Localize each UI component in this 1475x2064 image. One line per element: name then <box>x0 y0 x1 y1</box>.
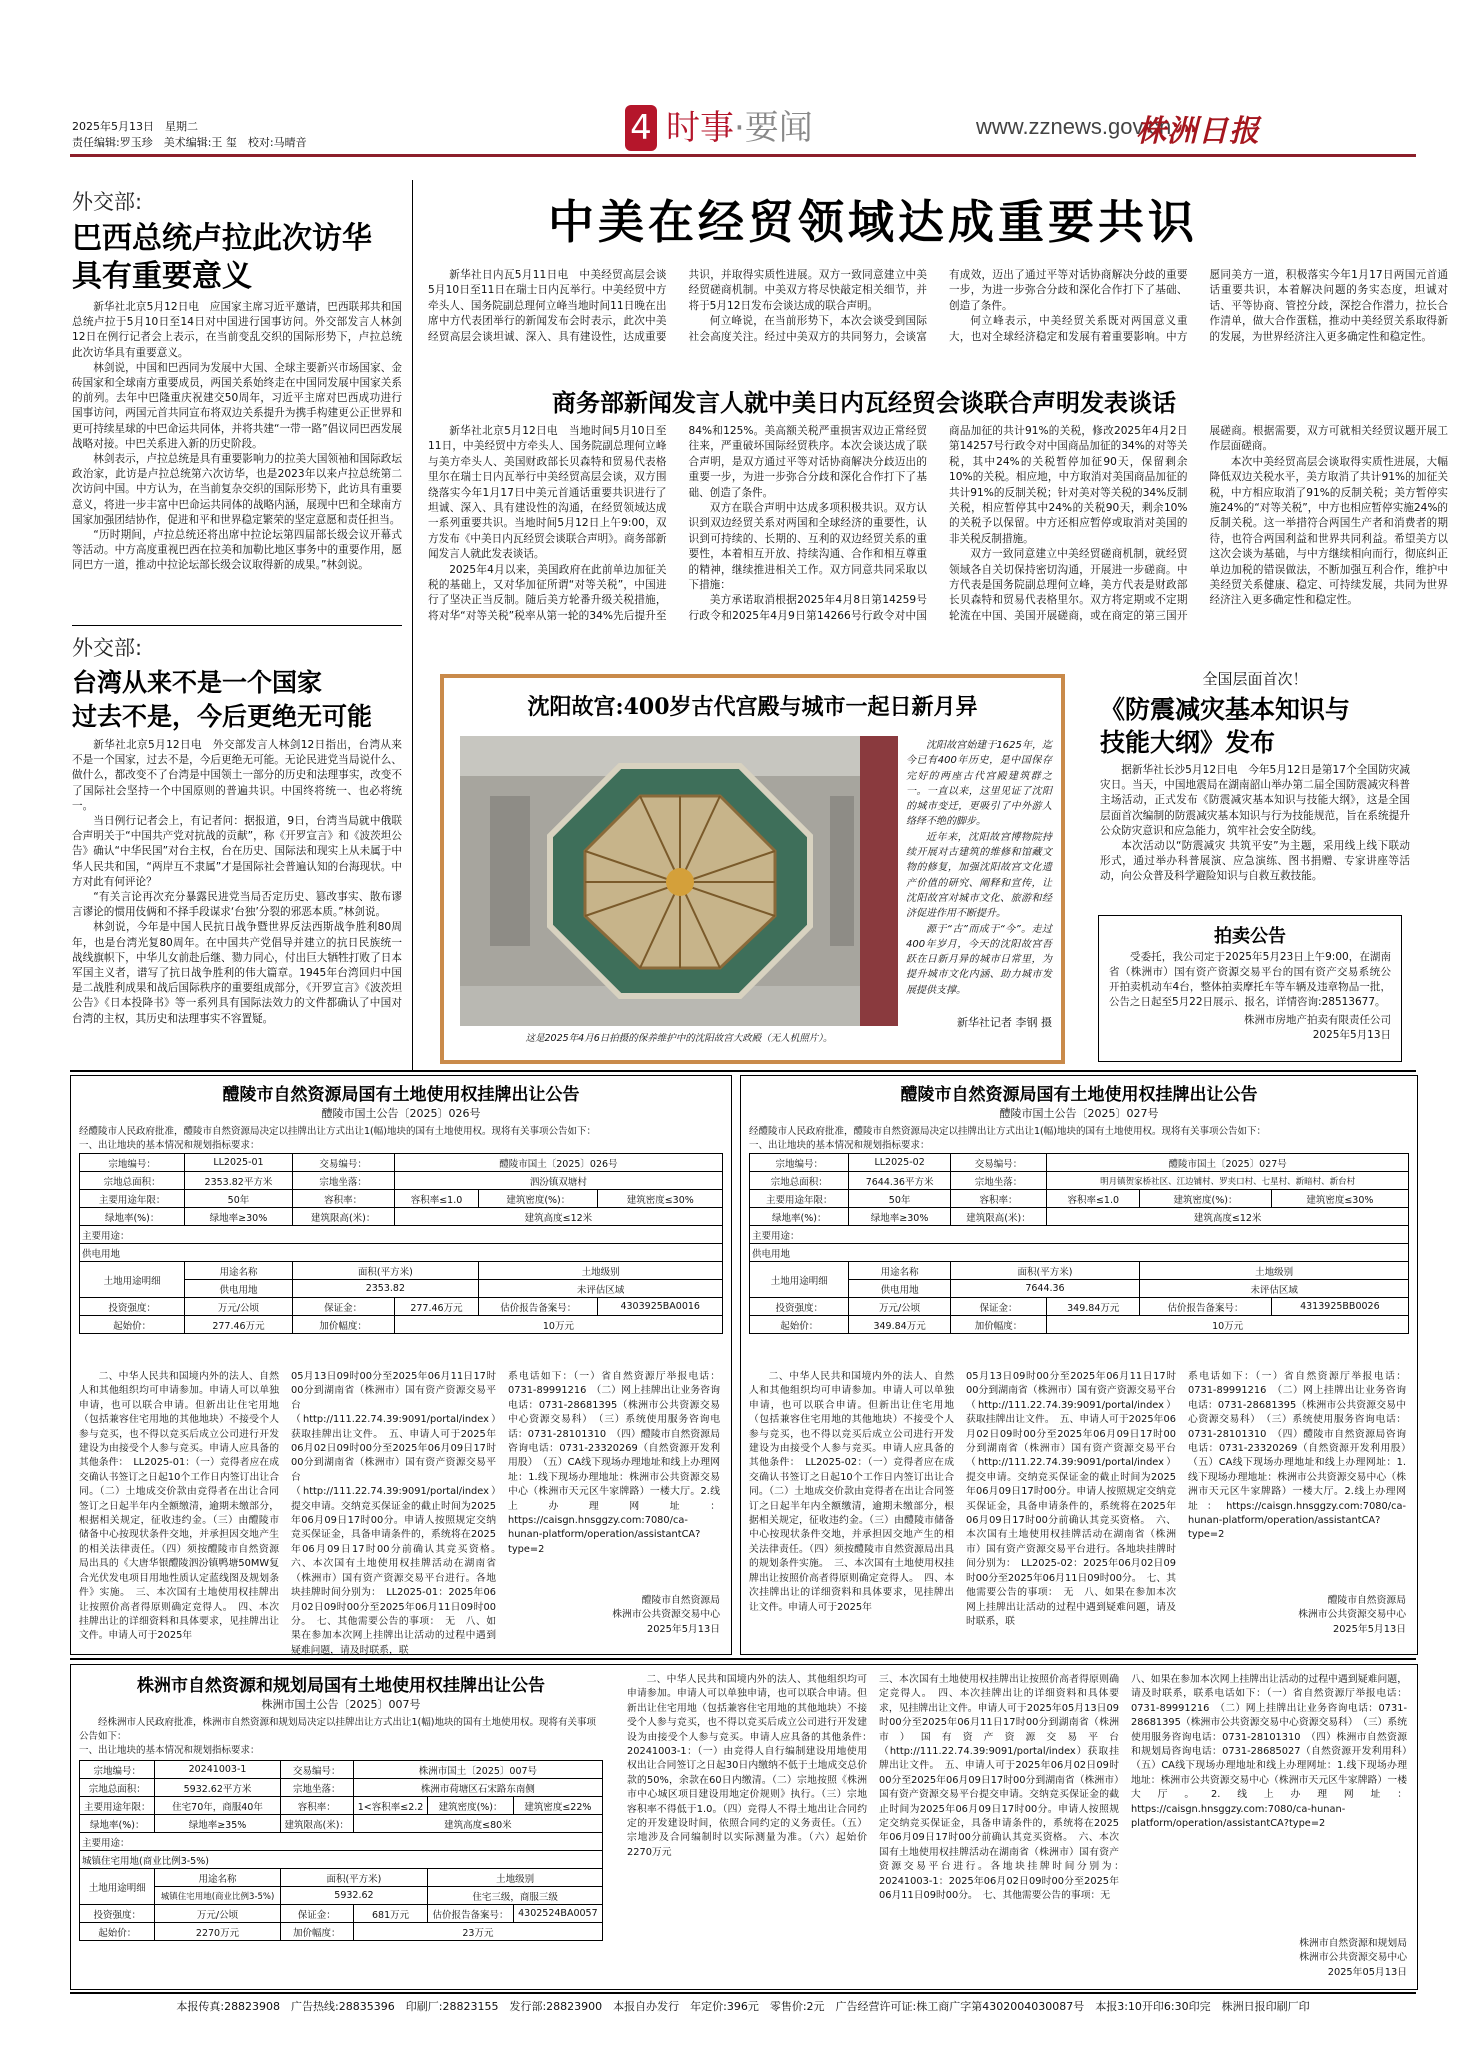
cell-value: 7644.36平方米 <box>849 1172 950 1190</box>
paragraph: 何立峰说，在当前形势下，本次会谈受到国际社会高度关注。经过中美双方的共同努力，会谈富有成效，迈出了通过平等对话协商解决分歧的重要一步，为进一步弥合分歧和深化合作打下了基础、创造了条件。 <box>688 269 1188 343</box>
footer-info: 本报传真:28823908 广告热线:28835396 印刷厂:28823155 发行部:28823900 本报自办发行 年定价:396元 零售价:2元 广告经营许可证:株工商广字第4302004030087号 本报3:10开印6:30印完 株洲日报印刷厂印 <box>176 2000 1310 2013</box>
paragraph: 沈阳故宫始建于1625年，迄今已有400年历史，是中国保存完好的两座古代宫殿建筑群之一。一直以来，这里见证了沈阳的城市变迁，更吸引了中外游人络绎不绝的脚步。 <box>906 740 1052 828</box>
cell-value: 住宅三级，商服三级 <box>428 1887 603 1905</box>
notice-intro: 经醴陵市人民政府批准，醴陵市自然资源局决定以挂牌出让方式出让1(幅)地块的国有土地使用权。现将有关事项公告如下： <box>79 1126 596 1137</box>
notice-doc-no: 株洲市国土公告〔2025〕007号 <box>261 1698 421 1711</box>
paragraph: “有关言论再次充分暴露民进党当局否定历史、篡改事实、散布谬言谬论的惯用伎俩和不择手段谋求‘台独’分裂的邪恶本质。”林剑说。 <box>72 891 402 919</box>
cell-label: 主要用途： <box>80 1833 603 1851</box>
lead-headline: 中美在经贸领域达成重要共识 <box>548 195 1198 249</box>
cell-value: 未评估区域 <box>1140 1280 1409 1298</box>
cell-label: 建筑限高(米)： <box>292 1208 394 1226</box>
signer-line: 2025年5月13日 <box>646 1623 720 1635</box>
signer-line: 株洲市公共资源交易中心 <box>612 1609 720 1621</box>
paragraph: 双方在联合声明中达成多项积极共识。双方认识到双边经贸关系对两国和全球经济的重要性，认识到可持续的、长期的、互利的双边经贸关系的重要性，本着相互开放、持续沟通、合作和相互尊重的精神，继续推进相关工作。双方同意共同采取以下措施： <box>688 502 927 592</box>
cell-value: 住宅70年，商服40年 <box>155 1797 280 1815</box>
cell-label: 估价报告备案号： <box>1140 1298 1272 1316</box>
paragraph: 据新华社长沙5月12日电 今年5月12日是第17个全国防灾减灾日。当天，中国地震局在湖南韶山举办第二届全国防震减灾科普主场活动，正式发布《防震减灾基本知识与技能大纲》，这是全国层面首次编制的防震减灾基本知识与行为技能规范，旨在系统提升公众防灾意识和应急能力，筑牢社会安全防线。 <box>1100 764 1410 837</box>
cell-value: 50年 <box>185 1190 292 1208</box>
notice-signer: 株洲市房地产拍卖有限责任公司 <box>1244 1014 1391 1026</box>
land-table <box>79 1760 603 1941</box>
cell-label: 起始价： <box>80 1316 185 1334</box>
page-number: 4 <box>630 108 652 148</box>
cell-label: 起始价： <box>750 1316 849 1334</box>
masthead <box>0 0 1475 160</box>
cell-value: 681万元 <box>353 1905 427 1923</box>
cell-value: 277.46万元 <box>394 1298 478 1316</box>
cell-label: 宗地坐落： <box>950 1172 1047 1190</box>
cell-label: 估价报告备案号： <box>479 1298 598 1316</box>
cell-value: 4302524BA0057 <box>513 1905 602 1923</box>
issue-date: 2025年5月13日 星期二 <box>72 120 198 133</box>
earthquake-article <box>1100 668 1410 918</box>
cell-value: 绿地率≥35% <box>155 1815 280 1833</box>
cell-value: 4313925BB0026 <box>1271 1298 1408 1316</box>
cell-value: 349.84万元 <box>1047 1298 1140 1316</box>
notice-body-col1: 二、中华人民共和国境内外的法人、其他组织均可申请参加。申请人可以单独申请，也可以联合申请。但新出让住宅用地（包括兼容住宅用地的其他地块）不接受个人参与竞买，也不得以竞买后成立公司进行开发建设为由接受个人参与竞买。申请人应具备的其他条件： 20241003-1：（一）由竞得人自行编制建设用地使用权出让合同签订之日起30日内缴纳不低于土地成交总价款的50%，余款在60日内缴清。（二）宗地按照《株洲市中心城区项目建设用地定价规则》执行。（三）宗地容积率不得低于1.0。（四）竞得人不得土地出让合同约定的开发建设时间，依照合同约定的义务责任。（五）宗地涉及合同编制时以实际测量为准。（六）起始价2270万元 <box>627 1674 877 1858</box>
cell-label: 估价报告备案号： <box>428 1905 513 1923</box>
cell-label: 保证金： <box>280 1905 353 1923</box>
land-table <box>79 1153 723 1334</box>
notice-doc-no: 醴陵市国土公告〔2025〕026号 <box>321 1107 481 1120</box>
cell-label: 宗地总面积： <box>80 1779 155 1797</box>
notice-left-part <box>71 1665 611 1989</box>
cell-label: 加价幅度： <box>280 1923 353 1941</box>
page-number-badge <box>625 105 657 151</box>
mofcom-article-body <box>428 424 1448 644</box>
column-divider <box>412 180 413 1070</box>
cell-label: 交易编号： <box>280 1761 353 1779</box>
paragraph: 当日例行记者会上，有记者问：据报道，9日，台湾当局就中俄联合声明关于“中国共产党对抗战的贡献”，称《开罗宣言》和《波茨坦公告》确认“中华民国”对台主权，台在历史、国际法和现实上从未属于中华人民共和国，“两岸互不隶属”才是国际社会普遍认知的台海现状。中方对此有何评论？ <box>72 815 402 888</box>
cell-label: 容积率： <box>292 1190 394 1208</box>
paragraph: 林剑说，中国和巴西同为发展中大国、全球主要新兴市场国家、金砖国家和全球南方重要成员，两国关系始终走在中国同发展中国家关系的前列。去年中巴隆重庆祝建交50周年，习近平主席对巴西成功进行国事访问，两国元首共同宣布将双边关系提升为携手构建更公正世界和更可持续星球的中巴命运共同体，并将共建“一带一路”倡议同巴西发展战略对接。中巴关系进入新的历史阶段。 <box>72 361 402 450</box>
paragraph: 源于“古”而成于“今”。走过400年岁月，今天的沈阳故宫吾跃在日新月异的城市日常里，为提升城市文化内涵、助力城市发展提供支撑。 <box>906 923 1052 996</box>
cell-label: 土地用途明细 <box>750 1262 849 1298</box>
signer-line: 株洲市公共资源交易中心 <box>1299 1952 1407 1964</box>
title-line: 《防震减灾基本知识与 <box>1100 695 1351 724</box>
signer-line: 株洲市公共资源交易中心 <box>1298 1609 1406 1621</box>
notice-date: 2025年5月13日 <box>1312 1029 1391 1041</box>
cell-label: 主要用途年限： <box>750 1190 849 1208</box>
land-table-wrap <box>79 1760 603 1941</box>
cell-value: 泗汾镇双塘村 <box>394 1172 722 1190</box>
cell-value: LL2025-01 <box>185 1154 292 1172</box>
notice-section: 一、出让地块的基本情况和规划指标要求： <box>79 1140 260 1151</box>
cell-label: 宗地编号： <box>80 1154 185 1172</box>
cell-value: LL2025-02 <box>849 1154 950 1172</box>
cell-value: 建筑密度≤22% <box>513 1797 602 1815</box>
cell-value: 绿地率≥30% <box>849 1208 950 1226</box>
cell-value: 醴陵市国土〔2025〕027号 <box>1047 1154 1409 1172</box>
notice-signers <box>1188 1594 1406 1637</box>
brazil-article <box>72 186 402 626</box>
notices-mid-rule <box>70 1658 1416 1660</box>
paragraph: “历时期间，卢拉总统还将出席中拉论坛第四届部长级会议开幕式等活动。中方高度重视巴西在拉美和加勒比地区事务中的重要作用，愿同巴方一道，推动中拉论坛部长级会议取得新的成果。”林剑说。 <box>72 529 402 572</box>
section-title <box>666 104 813 152</box>
notice-body: 受委托，我公司定于2025年5月23日上午9:00，在湖南省（株洲市）国有资产资源交易平台的国有资产交易系统公开拍卖机动车4台，整体拍卖摩托车等车辆及违章物品一批，公告之日起至5月22日展示、报名，详情咨询:28513677。 <box>1109 951 1391 1008</box>
cell-value: 277.46万元 <box>185 1316 292 1334</box>
paragraph: 近年来，沈阳故宫博物院持续开展对古建筑的维修和馆藏文物的修复，加强沈阳故宫文化遗产价值的研究、阐释和宣传，让沈阳故宫对城市文化、旅游和经济促进作用不断提升。 <box>906 831 1052 920</box>
cell-label: 加价幅度： <box>950 1316 1047 1334</box>
cell-value: 建筑高度≤12米 <box>394 1208 722 1226</box>
cell-label: 宗地坐落： <box>292 1172 394 1190</box>
cell-header: 用途名称 <box>185 1262 292 1280</box>
paragraph: 何立峰表示，中美经贸关系既对两国意义重大，也对全球经济稳定和发展有着重要影响。中方愿同美方一道，积极落实今年1月17日两国元首通话重要共识，本着解决问题的务实态度，坦诚对话、平等协商、管控分歧，深挖合作潜力，拉长合作清单，做大合作蛋糕，推动中美经贸关系取得新的发展，为世界经济注入更多确定性和稳定性。 <box>949 269 1448 343</box>
cell-value: 10万元 <box>394 1316 722 1334</box>
cell-label: 投资强度： <box>80 1905 155 1923</box>
notice-body-col3: 系电话如下：（一）省自然资源厅举报电话：0731-89991216 （二）网上挂牌出让业务咨询电话：0731-28681395（株洲市公共资源交易中心资源交易科） （三）系统使用服务咨询电话：0731-28101310 （四）醴陵市自然资源局咨询电话：0731-23320269（自然资源开发利用股） （五）CA线下现场办理地址和线上办理网址：1.线下现场办理地址：株洲市公共资源交易中心（株洲市天元区牛家牌路）一楼大厅。2.线上办理网址：https://caisgn.hnsggzy.com:7080/ca-hunan-platform/operation/assistantCA?type=2 <box>508 1371 720 1555</box>
cell-value: 未评估区域 <box>479 1280 723 1298</box>
cell-label: 投资强度： <box>750 1298 849 1316</box>
lead-article-body <box>428 268 1448 380</box>
cell-value: 20241003-1 <box>155 1761 280 1779</box>
cell-label: 绿地率(%)： <box>80 1815 155 1833</box>
cell-label: 主要用途： <box>750 1226 1409 1244</box>
article-body <box>1100 763 1410 913</box>
article-title <box>72 666 402 734</box>
cell-value: 万元/公顷 <box>185 1298 292 1316</box>
cell-label: 容积率： <box>280 1797 353 1815</box>
taiwan-article <box>72 632 402 1072</box>
cell-header: 土地级别 <box>428 1869 603 1887</box>
paragraph: 双方一致同意建立中美经贸磋商机制，就经贸领域各自关切保持密切沟通，开展进一步磋商。中方代表是国务院副总理何立峰，美方代表是财政部长贝森特和贸易代表格里尔。双方将定期或不定期轮流在中国、美国开展磋商，或在商定的第三国开展磋商。根据需要，双方可就相关经贸议题开展工作层面磋商。 <box>949 425 1448 622</box>
cell-value: 50年 <box>849 1190 950 1208</box>
mofcom-headline: 商务部新闻发言人就中美日内瓦经贸会谈联合声明发表谈话 <box>552 388 1176 417</box>
land-notice-liling-026 <box>70 1075 732 1655</box>
cell-value: 容积率≤1.0 <box>394 1190 478 1208</box>
paragraph: 新华社日内瓦5月11日电 中美经贸高层会谈5月10日至11日在瑞士日内瓦举行。中美经贸中方牵头人、国务院副总理何立峰当地时间11日晚在出席中方代表团举行的新闻发布会时表示，此次中美经贸高层会谈坦诚、深入、具有建设性，达成重要共识，并取得实质性进展。双方一致同意建立中美经贸磋商机制。中美双方将尽快敲定相关细节，并将于5月12日发布会谈达成的联合声明。 <box>428 269 927 343</box>
notice-body-col3: 八、如果在参加本次网上挂牌出让活动的过程中遇到疑难问题，请及时联系，联系电话如下：（一）省自然资源厅举报电话：0731-89991216 （二）网上挂牌出让业务咨询电话：0731-28681395（株洲市公共资源交易中心资源交易科） （三）系统使用服务咨询电话：0731-28101310 （四）株洲市自然资源和规划局咨询电话：0731-28685027（自然资源开发利用科） （五）CA线下现场办理地址和线上办理网址：1.线下现场办理地址：株洲市公共资源交易中心（株洲市天元区牛家牌路）一楼大厅。2.线上办理网址：https://caisgn.hnsggzy.com:7080/ca-hunan-platform/operation/assistantCA?type=2 <box>1131 1674 1417 1830</box>
notice-body-col3: 系电话如下：（一）省自然资源厅举报电话：0731-89991216 （二）网上挂牌出让业务咨询电话：0731-28681395（株洲市公共资源交易中心资源交易科） （三）系统使用服务咨询电话：0731-28101310 （四）醴陵市自然资源局咨询电话：0731-23320269（自然资源开发利用股） （五）CA线下现场办理地址和线上办理网址：1.线下现场办理地址：株洲市公共资源交易中心（株洲市天元区牛家牌路）一楼大厅。2.线上办理网址：https://caisgn.hnsggzy.com:7080/ca-hunan-platform/operation/assistantCA?type=2 <box>1188 1371 1416 1541</box>
cell-header: 土地级别 <box>479 1262 723 1280</box>
land-table-wrap <box>79 1153 723 1334</box>
title-line: 台湾从来不是一个国家 <box>72 668 323 697</box>
header-rule <box>70 154 1416 157</box>
cell-label: 建筑限高(米)： <box>280 1815 353 1833</box>
cell-label: 宗地编号： <box>80 1761 155 1779</box>
notice-title: 拍卖公告 <box>1214 926 1286 947</box>
cell-label: 交易编号： <box>950 1154 1047 1172</box>
notice-title: 醴陵市自然资源局国有土地使用权挂牌出让公告 <box>222 1085 580 1105</box>
cell-label: 加价幅度： <box>292 1316 394 1334</box>
notice-intro: 经醴陵市人民政府批准，醴陵市自然资源局决定以挂牌出让方式出让1(幅)地块的国有土地使用权。现将有关事项公告如下： <box>749 1126 1266 1137</box>
cell-value: 城镇住宅用地(商业比例3-5%) <box>155 1887 280 1905</box>
cell-value: 349.84万元 <box>849 1316 950 1334</box>
cell-value: 株洲市国土〔2025〕007号 <box>353 1761 602 1779</box>
signer-line: 2025年5月13日 <box>1332 1623 1406 1635</box>
cell-value: 供电用地 <box>750 1244 1409 1262</box>
cell-value: 1<容积率≤2.2 <box>353 1797 427 1815</box>
cell-label: 宗地坐落： <box>280 1779 353 1797</box>
title-line: 技能大纲》发布 <box>1100 728 1276 757</box>
notices-top-rule <box>70 1070 1416 1072</box>
shenyang-feature-frame <box>440 674 1065 1064</box>
title-line: 过去不是，今后更绝无可能 <box>72 702 373 731</box>
notice-body-col1: 二、中华人民共和国境内外的法人、自然人和其他组织均可申请参加。申请人可以单独申请，也可以联合申请。但新出让住宅用地（包括兼容住宅用地的其他地块）不接受个人参与竞买，也不得以竞买后成立公司进行开发建设为由接受个人参与竞买。申请人应具备的其他条件： LL2025-01：（一）竞得者应在成交确认书签订之日起10个工作日内签订出让合同。（二）土地成交价款由竞得者在出让合同签订之日起半年内全额缴清，逾期未缴部分，根据相关规定，征收违约金。（三）由醴陵市储备中心按现状条件交地，并承担因交地产生的相关法律责任。（四）须按醴陵市自然资源局出具的《大唐华银醴陵泗汾镇鸭塘50MW复合光伏发电项目用地性质认定蓝线图及规划条件》实施。 三、本次国有土地使用权挂牌出让按照价高者得原则确定竞得人。 四、本次挂牌出让的详细资料和具体要求，见挂牌出让文件。申请人可于2025年 <box>79 1371 279 1642</box>
cell-value: 4303925BA0016 <box>598 1298 723 1316</box>
footer-rule <box>70 1992 1416 1994</box>
cell-label: 保证金： <box>292 1298 394 1316</box>
notice-body-col2: 05月13日09时00分至2025年06月11日17时00分到湖南省（株洲市）国有资产资源交易平台（http://111.22.74.39:9091/portal/index）获取挂牌出让文件。 五、申请人可于2025年06月02日09时00分至2025年06月09日17时00分到湖南省（株洲市）国有资产资源交易平台（http://111.22.74.39:9091/portal/index）提交申请。交纳竞买保证金的截止时间为2025年06月09日17时00分。申请人按照规定交纳竞买保证金，具备申请条件的，系统将在2025年06月09日17时00分前确认其竞买资格。 六、本次国有土地使用权挂牌活动在湖南省（株洲市）国有资产资源交易平台进行。各地块挂牌时间分别为： LL2025-01：2025年06月02日09时00分至2025年06月11日09时00分。 七、其他需要公告的事项： 无 八、如果在参加本次网上挂牌出让活动的过程中遇到疑难问题，请及时联系，联 <box>291 1371 506 1656</box>
land-notice-liling-027 <box>740 1075 1418 1655</box>
cell-value: 建筑密度≤30% <box>1271 1190 1408 1208</box>
cell-header: 面积(平方米) <box>292 1262 479 1280</box>
article-body <box>72 300 402 630</box>
cell-label: 绿地率(%)： <box>80 1208 185 1226</box>
cell-label: 保证金： <box>950 1298 1047 1316</box>
cell-value: 建筑高度≤12米 <box>1047 1208 1409 1226</box>
notice-title: 株洲市自然资源和规划局国有土地使用权挂牌出让公告 <box>137 1676 545 1696</box>
cell-value: 明月镇贺家桥社区、江边铺村、罗夹口村、七星村、新暗村、新台村 <box>1047 1172 1409 1190</box>
land-table-wrap <box>749 1153 1409 1334</box>
column-divider <box>72 625 402 626</box>
editor-credits: 责任编辑:罗玉珍 美术编辑:王 玺 校对:马晴音 <box>72 136 307 149</box>
title-line: 具有重要意义 <box>72 259 252 294</box>
land-notice-zhuzhou-007 <box>70 1664 1418 1990</box>
cell-value: 万元/公顷 <box>155 1905 280 1923</box>
palace-photo <box>460 736 898 1026</box>
cell-value: 10万元 <box>1047 1316 1409 1334</box>
cell-value: 5932.62 <box>280 1887 428 1905</box>
notice-section: 一、出让地块的基本情况和规划指标要求： <box>79 1745 260 1756</box>
cell-label: 宗地编号： <box>750 1154 849 1172</box>
land-table <box>749 1153 1409 1334</box>
cell-value: 2353.82平方米 <box>185 1172 292 1190</box>
title-line: 巴西总统卢拉此次访华 <box>72 221 372 256</box>
cell-label: 土地用途明细 <box>80 1869 155 1905</box>
paragraph: 美方承诺取消根据2025年4月8日第14259号行政令和2025年4月9日第14266号行政令对中国商品加征的共计91%的关税，修改2025年4月2日第14257号行政令对中国商品加征的34%的对等关税，其中24%的关税暂停加征90天，保留剩余10%的关税。相应地，中方取消对美国商品加征的共计91%的反制关税；针对美对等关税的34%反制关税，相应暂停其中24%的关税90天，剩余10%的关税予以保留。中方还相应暂停或取消对美国的非关税反制措施。 <box>688 425 1188 622</box>
feature-title: 沈阳故宫:400岁古代宫殿与城市一起日新月异 <box>527 694 978 720</box>
cell-label: 建筑密度(%)： <box>479 1190 598 1208</box>
cell-label: 建筑密度(%)： <box>1140 1190 1272 1208</box>
paragraph: 林剑表示，卢拉总统是具有重要影响力的拉美大国领袖和国际政坛政治家，此访是卢拉总统第六次访华，也是2023年以来卢拉总统第二次访问中国。中方认为，在当前复杂交织的国际形势下，此访具有重要意义，将进一步丰富中巴命运共同体的战略内涵，展现中巴和全球南方国家加强团结协作，促进和平和世界稳定繁荣的坚定意愿和责任担当。 <box>72 453 402 526</box>
notice-section: 一、出让地块的基本情况和规划指标要求： <box>749 1140 930 1151</box>
cell-label: 建筑密度(%)： <box>428 1797 513 1815</box>
cell-label: 土地用途明细 <box>80 1262 185 1298</box>
paragraph: 新华社北京5月12日电 当地时间5月10日至11日，中美经贸中方牵头人、国务院副总理何立峰与美方牵头人、美国财政部长贝森特和贸易代表格里尔在瑞士日内瓦举行中美经贸高层会谈，双方围绕落实今年1月17日中美元首通话重要共识进行了坦诚、深入、具有建设性的沟通，在经贸领域达成一系列重要共识。当地时间5月12日上午9:00，双方发布《中美日内瓦经贸会谈联合声明》。商务部新闻发言人就此发表谈话。 <box>428 425 667 561</box>
notice-signers <box>508 1594 720 1637</box>
cell-value: 供电用地 <box>185 1280 292 1298</box>
article-title <box>1100 693 1410 759</box>
cell-value: 2270万元 <box>155 1923 280 1941</box>
cell-label: 投资强度： <box>80 1298 185 1316</box>
signer-line: 醴陵市自然资源局 <box>641 1595 720 1606</box>
cell-value: 23万元 <box>353 1923 602 1941</box>
auction-notice <box>1098 915 1402 1062</box>
cell-value: 7644.36 <box>950 1280 1140 1298</box>
cell-label: 宗地总面积： <box>80 1172 185 1190</box>
notice-doc-no: 醴陵市国土公告〔2025〕027号 <box>999 1107 1159 1120</box>
website-url: www.zznews.gov.cn <box>976 114 1172 139</box>
photo-caption: 这是2025年4月6日拍摄的保养维护中的沈阳故宫大政殿（无人机照片）。 <box>525 1033 833 1044</box>
notice-title: 醴陵市自然资源局国有土地使用权挂牌出让公告 <box>900 1085 1258 1105</box>
article-kicker: 全国层面首次！ <box>1202 670 1308 688</box>
cell-value: 绿地率≥30% <box>185 1208 292 1226</box>
cell-value: 2353.82 <box>292 1280 479 1298</box>
cell-value: 万元/公顷 <box>849 1298 950 1316</box>
article-kicker: 外交部: <box>72 636 143 660</box>
section-primary: 时事 <box>666 108 734 148</box>
cell-value: 建筑高度≤80米 <box>353 1815 602 1833</box>
cell-value: 容积率≤1.0 <box>1047 1190 1140 1208</box>
paragraph: 2025年4月以来，美国政府在此前单边加征关税的基础上，又对华加征所谓“对等关税”，中国进行了坚决正当反制。随后美方轮番升级关税措施，将对华“对等关税”税率从第一轮的34%先后提升至84%和125%。美高额关税严重损害双边正常经贸往来，严重破坏国际经贸秩序。本次会谈达成了联合声明，是双方通过平等对话协商解决分歧迈出的重要一步，为进一步弥合分歧和深化合作打下了基础、创造了条件。 <box>428 425 927 622</box>
notice-body-col2: 05月13日09时00分至2025年06月11日17时00分到湖南省（株洲市）国有资产资源交易平台（http://111.22.74.39:9091/portal/index）获取挂牌出让文件。 五、申请人可于2025年06月02日09时00分至2025年06月09日17时00分到湖南省（株洲市）国有资产资源交易平台（http://111.22.74.39:9091/portal/index）提交申请。交纳竞买保证金的截止时间为2025年06月09日17时00分。申请人按照规定交纳竞买保证金，具备申请条件的，系统将在2025年06月09日17时00分前确认其竞买资格。 六、本次国有土地使用权挂牌活动在湖南省（株洲市）国有资产资源交易平台进行。各地块挂牌时间分别为： LL2025-02：2025年06月02日09时00分至2025年06月11日09时00分。 七、其他需要公告的事项： 无 八、如果在参加本次网上挂牌出让活动的过程中遇到疑难问题，请及时联系，联 <box>966 1371 1176 1627</box>
cell-label: 主要用途年限： <box>80 1797 155 1815</box>
cell-value: 株洲市荷塘区石宋路东南侧 <box>353 1779 602 1797</box>
cell-label: 容积率： <box>950 1190 1047 1208</box>
signer-line: 醴陵市自然资源局 <box>1327 1595 1406 1606</box>
paragraph: 林剑说，今年是中国人民抗日战争暨世界反法西斯战争胜利80周年，也是台湾光复80周年。在中国共产党倡导并建立的抗日民族统一战线旗帜下，中华儿女前赴后继、勠力同心，付出巨大牺牲打败了日本军国主义者，谱写了抗日战争胜利的伟大篇章。1945年台湾回归中国是二战胜利成果和战后国际秩序的重要组成部分，《开罗宣言》《波茨坦公告》《日本投降书》等一系列具有国际法效力的文件都确认了中国对台湾的主权，其历史和法理事实不容置疑。 <box>72 921 402 1025</box>
cell-label: 主要用途： <box>80 1226 723 1244</box>
paragraph: 新华社北京5月12日电 应国家主席习近平邀请，巴西联邦共和国总统卢拉于5月10日至14日对中国进行国事访问。外交部发言人林剑12日在例行记者会上表示，在当前变乱交织的国际形势下，卢拉总统此次访华具有重要意义。 <box>72 301 402 359</box>
cell-header: 土地级别 <box>1140 1262 1409 1280</box>
cell-value: 醴陵市国土〔2025〕026号 <box>394 1154 722 1172</box>
article-body <box>72 738 402 1093</box>
signer-line: 2025年05月13日 <box>1327 1966 1407 1978</box>
notice-intro: 经株洲市人民政府批准，株洲市自然资源和规划局决定以挂牌出让方式出让1(幅)地块的国有土地使用权。现将有关事项公告如下： <box>79 1717 596 1742</box>
cell-label: 宗地总面积： <box>750 1172 849 1190</box>
article-kicker: 外交部: <box>72 190 143 214</box>
photo-credit: 新华社记者 李钢 摄 <box>957 1016 1052 1029</box>
cell-header: 用途名称 <box>155 1869 280 1887</box>
cell-value: 供电用地 <box>849 1280 950 1298</box>
cell-label: 主要用途年限： <box>80 1190 185 1208</box>
paragraph: 新华社北京5月12日电 外交部发言人林剑12日指出，台湾从来不是一个国家，过去不是，今后更绝无可能。无论民进党当局说什么、做什么，都改变不了台湾是中国领土一部分的历史和法理事实，改变不了国际社会坚持一个中国原则的普遍共识。中国终将统一、也必将统一。 <box>72 739 402 812</box>
feature-body <box>906 738 1052 1008</box>
cell-label: 绿地率(%)： <box>750 1208 849 1226</box>
cell-label: 交易编号： <box>292 1154 394 1172</box>
cell-header: 用途名称 <box>849 1262 950 1280</box>
cell-value: 5932.62平方米 <box>155 1779 280 1797</box>
cell-value: 建筑密度≤30% <box>598 1190 723 1208</box>
cell-value: 供电用地 <box>80 1244 723 1262</box>
paragraph: 本次中美经贸高层会谈取得实质性进展，大幅降低双边关税水平，美方取消了共计91%的加征关税，中方相应取消了91%的反制关税；美方暂停实施24%的“对等关税”，中方也相应暂停实施24%的反制关税。这一举措符合两国生产者和消费者的期待，也符合两国利益和世界共同利益。希望美方以这次会谈为基础，与中方继续相向而行，彻底纠正单边加税的错误做法，不断加强互利合作，维护中美经贸关系健康、稳定、可持续发展，共同为世界经济注入更多确定性和稳定性。 <box>1209 455 1448 607</box>
palace-aerial-image <box>460 736 898 1026</box>
cell-header: 面积(平方米) <box>280 1869 428 1887</box>
cell-label: 起始价： <box>80 1923 155 1941</box>
signer-line: 株洲市自然资源和规划局 <box>1299 1938 1407 1949</box>
notice-signers <box>1131 1937 1407 1980</box>
article-title <box>72 220 402 296</box>
paragraph: 本次活动以“防震减灾 共筑平安”为主题，采用线上线下联动形式，通过举办科普展演、应急演练、图书捐赠、专家讲座等活动，向公众普及科学避险知识与自救互救技能。 <box>1100 840 1410 883</box>
notice-body-col1: 二、中华人民共和国境内外的法人、自然人和其他组织均可申请参加。申请人可以单独申请，也可以联合申请。但新出让住宅用地（包括兼容住宅用地的其他地块）不接受个人参与竞买，也不得以竞买后成立公司进行开发建设为由接受个人参与竞买。申请人应具备的其他条件： LL2025-02：（一）竞得者应在成交确认书签订之日起10个工作日内签订出让合同。（二）土地成交价款由竞得者在出让合同签订之日起半年内全额缴清，逾期未缴部分，根据相关规定，征收违约金。（三）由醴陵市储备中心按现状条件交地，并承担因交地产生的相关法律责任。（四）须按醴陵市自然资源局出具的规划条件实施。 三、本次国有土地使用权挂牌出让按照价高者得原则确定竞得人。 四、本次挂牌出让的详细资料和具体要求，见挂牌出让文件。申请人可于2025年 <box>749 1371 954 1613</box>
section-secondary: ·要闻 <box>734 108 813 148</box>
cell-header: 面积(平方米) <box>950 1262 1140 1280</box>
cell-value: 城镇住宅用地(商业比例3-5%) <box>80 1851 603 1869</box>
cell-label: 建筑限高(米)： <box>950 1208 1047 1226</box>
newspaper-logo: 株洲日报 <box>1136 114 1260 149</box>
notice-body-col2: 三、本次国有土地使用权挂牌出让按照价高者得原则确定竞得人。 四、本次挂牌出让的详细资料和具体要求，见挂牌出让文件。申请人可于2025年05月13日09时00分至2025年06月11日17时00分到湖南省（株洲市）国有资产资源交易平台（http://111.22.74.39:9091/portal/index）获取挂牌出让文件。 五、申请人可于2025年06月02日09时00分至2025年06月09日17时00分到湖南省（株洲市）国有资产资源交易平台提交申请。交纳竞买保证金的截止时间为2025年06月09日17时00分。申请人按照规定交纳竞买保证金，具备申请条件的，系统将在2025年06月09日17时00分前确认其竞买资格。 六、本次国有土地使用权挂牌活动在湖南省（株洲市）国有资产资源交易平台进行。各地块挂牌时间分别为： 20241003-1：2025年06月02日09时00分至2025年06月11日09时00分。 七、其他需要公告的事项：无 <box>879 1674 1129 1902</box>
